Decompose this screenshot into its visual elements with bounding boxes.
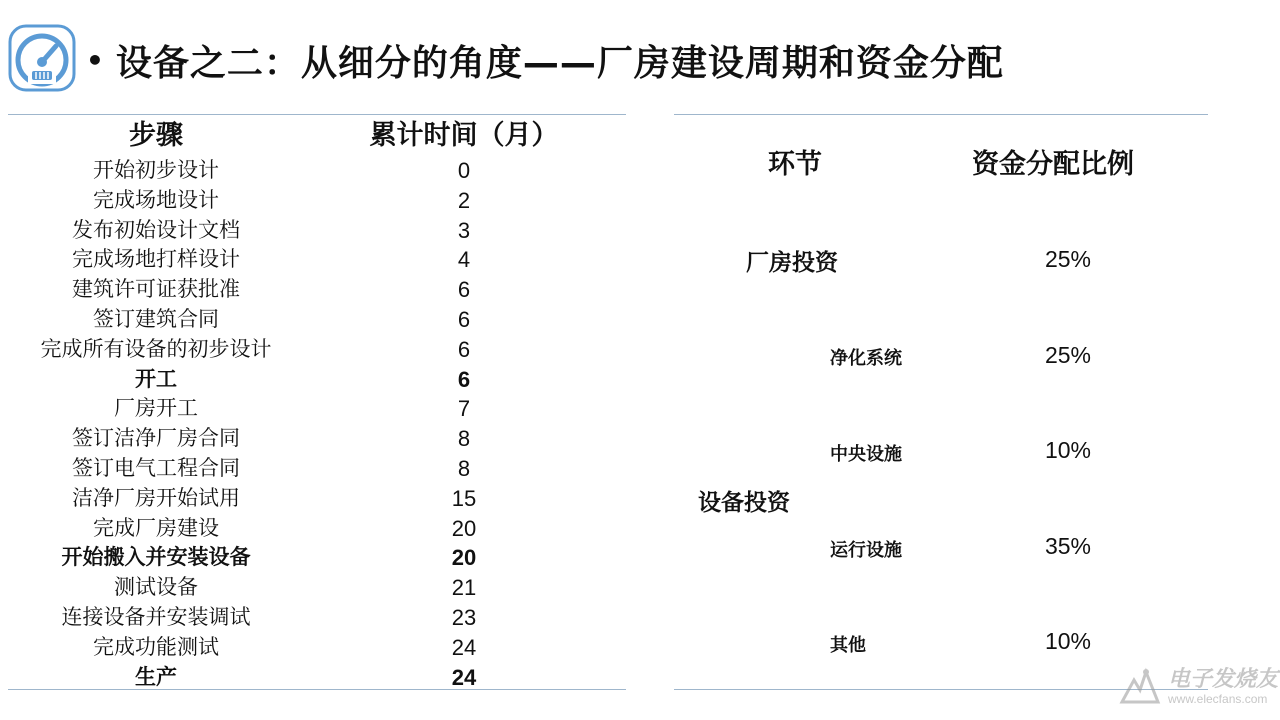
timeline-table-row — [8, 335, 624, 365]
equipment-item-label: 其他 — [830, 635, 866, 656]
equipment-item-value: 25% — [1044, 342, 1092, 368]
equipment-item-label: 运行设施 — [830, 540, 902, 561]
plant-investment-label: 厂房投资 — [746, 250, 838, 276]
cumulative-time-cell: 24 — [451, 664, 477, 690]
timeline-table-row — [8, 603, 624, 633]
timeline-table-row — [8, 216, 624, 246]
cumulative-time-cell: 15 — [451, 485, 477, 511]
step-cell: 完成所有设备的初步设计 — [40, 336, 272, 361]
step-cell: 完成厂房建设 — [93, 515, 219, 540]
timeline-table-row — [8, 365, 624, 395]
step-cell: 开始初步设计 — [93, 158, 219, 182]
timeline-table-row — [8, 633, 624, 663]
timeline-table-row — [8, 543, 624, 573]
header-cumulative-time: 累计时间（月） — [369, 120, 559, 151]
equipment-item-value: 10% — [1044, 628, 1092, 654]
title-bullet: • — [86, 43, 104, 77]
timeline-table-row — [8, 454, 624, 484]
timeline-table-row — [8, 394, 624, 424]
step-cell: 签订电气工程合同 — [72, 455, 240, 480]
timeline-table-row — [8, 156, 624, 186]
step-cell: 建筑许可证获批准 — [72, 277, 240, 302]
header-step: 步骤 — [129, 120, 183, 151]
cumulative-time-cell: 3 — [457, 217, 471, 243]
elecfans-watermark — [1116, 658, 1279, 714]
step-cell: 开始搬入并安装设备 — [61, 545, 251, 570]
watermark-url: www.elecfans.com — [1168, 692, 1268, 706]
cumulative-time-cell: 21 — [451, 575, 477, 601]
cumulative-time-cell: 20 — [451, 545, 477, 571]
plant-investment-value: 25% — [1044, 246, 1092, 272]
cumulative-time-cell: 8 — [457, 455, 471, 481]
cumulative-time-cell: 24 — [451, 634, 477, 660]
cumulative-time-cell: 23 — [451, 604, 477, 630]
timeline-table-row — [8, 275, 624, 305]
timeline-table-body — [8, 156, 624, 692]
equipment-item-label: 中央设施 — [830, 444, 902, 465]
step-cell: 开工 — [135, 366, 177, 391]
watermark-text: 电子发烧友 — [1168, 666, 1279, 692]
step-cell: 厂房开工 — [114, 396, 198, 421]
step-cell: 签订建筑合同 — [93, 306, 219, 331]
timeline-table-row — [8, 573, 624, 603]
timeline-table-row — [8, 186, 624, 216]
timeline-table-header — [8, 116, 624, 156]
header-segment: 环节 — [768, 149, 822, 180]
cumulative-time-cell: 4 — [457, 247, 471, 273]
cumulative-time-cell: 6 — [457, 336, 471, 362]
equipment-item-value: 10% — [1044, 437, 1092, 463]
timeline-table-row — [8, 305, 624, 335]
right-table-top-rule — [674, 114, 1208, 115]
construction-timeline-table — [8, 116, 624, 692]
step-cell: 签订洁净厂房合同 — [72, 426, 240, 451]
header-funding-ratio: 资金分配比例 — [972, 149, 1134, 180]
timeline-table-row — [8, 245, 624, 275]
left-table-top-rule — [8, 114, 626, 115]
cumulative-time-cell: 0 — [457, 158, 471, 183]
timeline-table-row — [8, 424, 624, 454]
step-cell: 完成场地设计 — [93, 187, 219, 212]
slide-title: 设备之二：从细分的角度——厂房建设周期和资金分配 — [115, 42, 1004, 84]
timeline-table-row — [8, 484, 624, 514]
step-cell: 生产 — [135, 664, 177, 689]
step-cell: 发布初始设计文档 — [72, 217, 240, 242]
step-cell: 测试设备 — [114, 575, 198, 600]
timeline-table-row — [8, 514, 624, 544]
equipment-item-label: 净化系统 — [830, 348, 902, 369]
slide-title-row — [86, 28, 1004, 92]
cumulative-time-cell: 8 — [457, 426, 471, 452]
watermark-logo-icon — [1116, 662, 1164, 710]
step-cell: 洁净厂房开始试用 — [72, 485, 240, 510]
equipment-item-value: 35% — [1044, 533, 1092, 559]
equipment-investment-label: 设备投资 — [698, 490, 790, 516]
step-cell: 完成场地打样设计 — [72, 247, 240, 272]
cumulative-time-cell: 2 — [457, 187, 471, 213]
speedometer-logo-icon — [8, 24, 76, 92]
cumulative-time-cell: 6 — [457, 306, 471, 332]
step-cell: 完成功能测试 — [93, 634, 219, 659]
step-cell: 连接设备并安装调试 — [61, 604, 251, 629]
cumulative-time-cell: 6 — [457, 366, 471, 392]
timeline-table-row — [8, 663, 624, 693]
cumulative-time-cell: 7 — [457, 396, 471, 422]
cumulative-time-cell: 6 — [457, 277, 471, 303]
cumulative-time-cell: 20 — [451, 515, 477, 541]
